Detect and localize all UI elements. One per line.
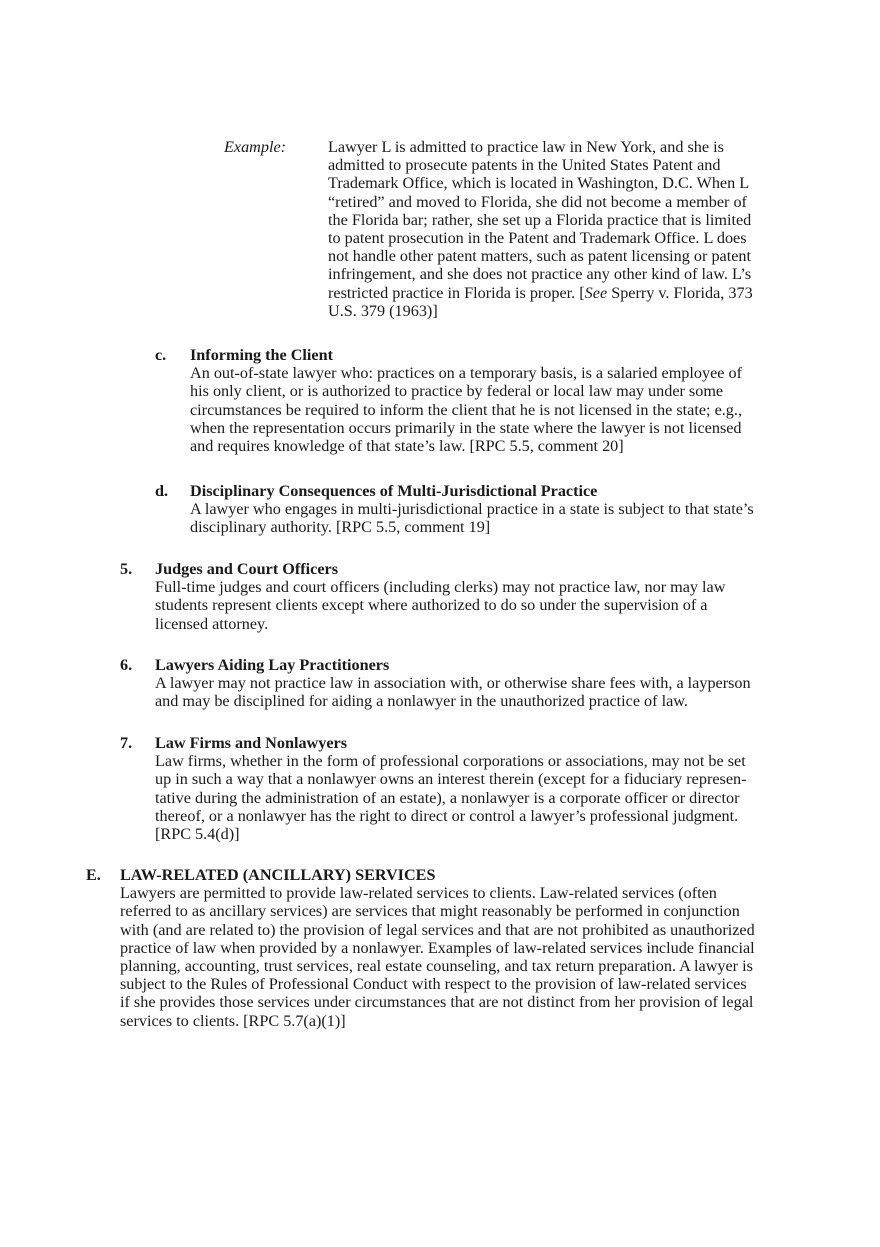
paragraph-line: if she provides those services under circumstances that are not distinct from her provision of legal <box>120 993 754 1012</box>
section-marker: 6. <box>120 656 133 674</box>
example-text-segment: Sperry v. Florida, 373 <box>607 283 753 302</box>
example-line: not handle other patent matters, such as patent licensing or patent <box>328 247 751 266</box>
section-heading: Disciplinary Consequences of Multi-Jurisdictional Practice <box>190 482 598 500</box>
paragraph-line: Law firms, whether in the form of professional corporations or associations, may not be set <box>155 752 746 771</box>
section-content <box>155 560 725 633</box>
section-heading: Law Firms and Nonlawyers <box>155 734 348 752</box>
paragraph-line: planning, accounting, trust services, real estate counseling, and tax return preparation. A lawyer is <box>120 957 753 976</box>
example-text <box>328 138 798 320</box>
paragraph-line: with (and are related to) the provision of legal services and that are not prohibited as unauthorized <box>120 920 755 939</box>
see-signal: See <box>584 283 608 302</box>
example-line: “retired” and moved to Florida, she did not become a member of <box>328 192 747 211</box>
section-content <box>190 346 742 455</box>
example-label: Example: <box>224 138 287 156</box>
example-line <box>328 284 798 302</box>
section-content <box>155 656 751 711</box>
example-line: Trademark Office, which is located in Washington, D.C. When L <box>328 174 750 193</box>
paragraph-line: circumstances be required to inform the client that he is not licensed in the state; e.g., <box>190 400 742 419</box>
section-marker: c. <box>155 346 167 364</box>
section-marker: 5. <box>120 560 133 578</box>
paragraph-line: tative during the administration of an estate), a nonlawyer is a corporate officer or director <box>155 788 740 807</box>
section-heading: Lawyers Aiding Lay Practitioners <box>155 656 390 674</box>
paragraph-line: practice of law when provided by a nonlawyer. Examples of law-related services include financial <box>120 938 755 957</box>
section-content <box>190 482 754 537</box>
section-marker: d. <box>155 482 169 500</box>
paragraph-line: and may be disciplined for aiding a nonlawyer in the unauthorized practice of law. <box>155 692 688 711</box>
section-content <box>155 734 747 843</box>
paragraph-line: his only client, or is authorized to practice by federal or local law may under some <box>190 382 724 401</box>
example-line: admitted to prosecute patents in the United States Patent and <box>328 156 721 175</box>
example-text-segment: restricted practice in Florida is proper. [ <box>328 283 585 302</box>
example-line: infringement, and she does not practice any other kind of law. L’s <box>328 265 752 284</box>
example-line: U.S. 379 (1963)] <box>328 301 438 320</box>
paragraph-line: referred to as ancillary services) are services that might reasonably be performed in conjunction <box>120 902 740 921</box>
paragraph-line: A lawyer may not practice law in association with, or otherwise share fees with, a layperson <box>155 674 751 693</box>
section-heading: LAW-RELATED (ANCILLARY) SERVICES <box>120 866 436 884</box>
section-heading: Informing the Client <box>190 346 333 364</box>
paragraph-line: [RPC 5.4(d)] <box>155 825 240 844</box>
section-marker: E. <box>86 866 101 884</box>
section-heading: Judges and Court Officers <box>155 560 339 578</box>
section-content <box>120 866 755 1030</box>
paragraph-line: Full-time judges and court officers (including clerks) may not practice law, nor may law <box>155 578 726 597</box>
paragraph-line: and requires knowledge of that state’s law. [RPC 5.5, comment 20] <box>190 437 624 456</box>
paragraph-line: A lawyer who engages in multi-jurisdictional practice in a state is subject to that state’s <box>190 500 754 519</box>
paragraph-line: An out-of-state lawyer who: practices on a temporary basis, is a salaried employee of <box>190 364 742 383</box>
example-line: Lawyer L is admitted to practice law in New York, and she is <box>328 138 724 156</box>
paragraph-line: disciplinary authority. [RPC 5.5, comment 19] <box>190 518 491 537</box>
example-line: to patent prosecution in the Patent and Trademark Office. L does <box>328 229 747 248</box>
paragraph-line: when the representation occurs primarily in the state where the lawyer is not licensed <box>190 418 742 437</box>
paragraph-line: up in such a way that a nonlawyer owns an interest therein (except for a fiduciary represen- <box>155 770 747 789</box>
paragraph-line: Lawyers are permitted to provide law-related services to clients. Law-related services (often <box>120 884 717 903</box>
paragraph-line: thereof, or a nonlawyer has the right to direct or control a lawyer’s professional judgment. <box>155 806 739 825</box>
paragraph-line: subject to the Rules of Professional Conduct with respect to the provision of law-related services <box>120 975 747 994</box>
paragraph-line: students represent clients except where authorized to do so under the supervision of a <box>155 596 708 615</box>
section-marker: 7. <box>120 734 133 752</box>
paragraph-line: licensed attorney. <box>155 614 269 633</box>
example-line: the Florida bar; rather, she set up a Florida practice that is limited <box>328 210 752 229</box>
paragraph-line: services to clients. [RPC 5.7(a)(1)] <box>120 1011 346 1030</box>
